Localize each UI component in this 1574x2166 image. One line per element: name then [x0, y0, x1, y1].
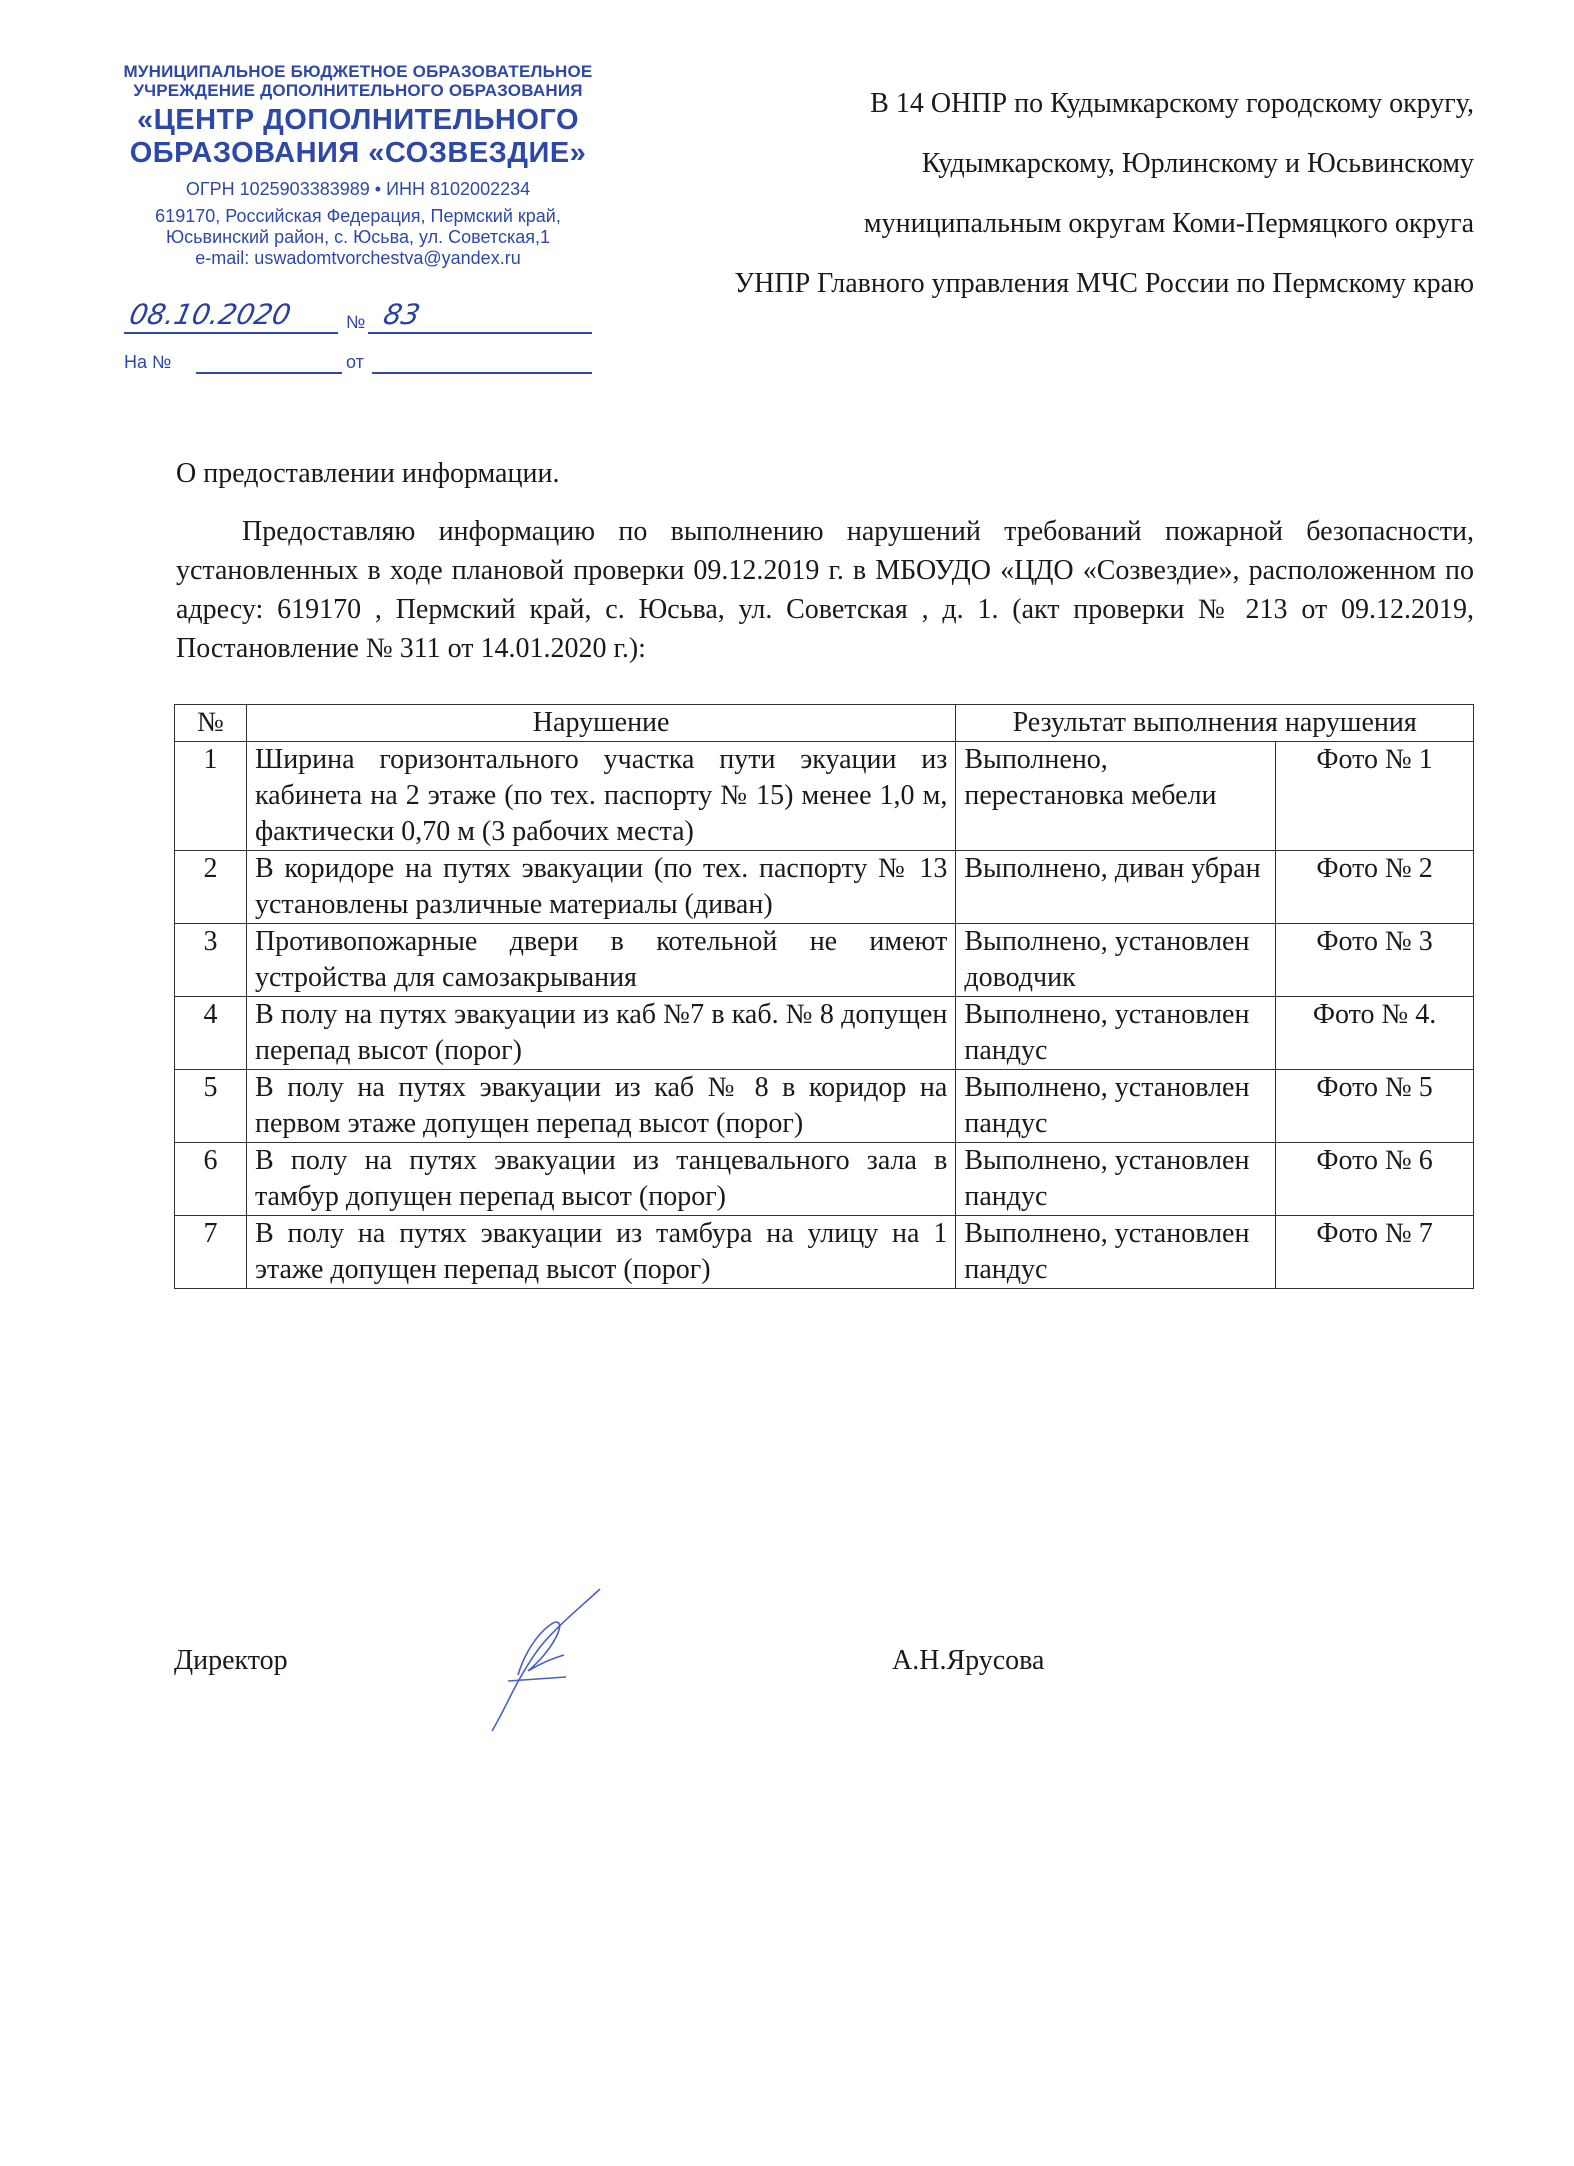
signatory-title: Директор [174, 1645, 288, 1676]
table-row [175, 1070, 1474, 1143]
row-number: 2 [175, 851, 247, 924]
violations-table [174, 704, 1474, 1289]
addressee-line-2: Кудымкарскому, Юрлинскому и Юсьвинскому [921, 148, 1474, 179]
table-row [175, 851, 1474, 924]
org-name-line-1: «ЦЕНТР ДОПОЛНИТЕЛЬНОГО [136, 104, 580, 136]
org-type-line-1: МУНИЦИПАЛЬНОЕ БЮДЖЕТНОЕ ОБРАЗОВАТЕЛЬНОЕ [123, 62, 593, 81]
org-name-line-2: ОБРАЗОВАНИЯ «СОЗВЕЗДИЕ» [129, 137, 587, 169]
org-address-line-2: Юсьвинский район, с. Юсьва, ул. Советская,1 [165, 227, 551, 247]
reply-label: На № [124, 352, 172, 372]
signatory-name: А.Н.Ярусова [892, 1645, 1045, 1676]
photo-reference: Фото № 4. [1276, 997, 1474, 1070]
photo-reference: Фото № 3 [1276, 924, 1474, 997]
row-number: 1 [175, 742, 247, 851]
org-type-line-2: УЧРЕЖДЕНИЕ ДОПОЛНИТЕЛЬНОГО ОБРАЗОВАНИЯ [133, 81, 583, 100]
table-row [175, 997, 1474, 1070]
table-row [175, 924, 1474, 997]
result-text: Выполнено, диван убран [956, 851, 1276, 924]
reply-underline [196, 372, 342, 374]
result-text: Выполнено, установлен пандус [956, 1070, 1276, 1143]
result-text: Выполнено, установлен пандус [956, 1143, 1276, 1216]
violation-text: В полу на путях эвакуации из танцевального зала в тамбур допущен перепад высот (порог) [246, 1143, 955, 1216]
violation-text: В полу на путях эвакуации из каб № 8 в коридор на первом этаже допущен перепад высот (порог) [246, 1070, 955, 1143]
photo-reference: Фото № 5 [1276, 1070, 1474, 1143]
row-number: 6 [175, 1143, 247, 1216]
photo-reference: Фото № 1 [1276, 742, 1474, 851]
addressee-line-4: УНПР Главного управления МЧС России по Пермскому краю [734, 268, 1474, 299]
violation-text: Противопожарные двери в котельной не имеют устройства для самозакрывания [246, 924, 955, 997]
result-text: Выполнено, установлен пандус [956, 1216, 1276, 1289]
table-header-row [175, 705, 1474, 742]
intro-paragraph: Предоставляю информацию по выполнению нарушений требований пожарной безопасности, установленных в ходе плановой проверки 09.12.2019 г. в МБОУДО «ЦДО «Созвездие», расположенном по адресу: 619170 , Пермский край, с. Юсьва, ул. Советская , д. 1. (акт проверки № 213 от 09.12.2019, Постановление № 311 от 14.01.2020 г.): [176, 516, 1474, 664]
table-row [175, 1143, 1474, 1216]
result-text: Выполнено, перестановка мебели [956, 742, 1276, 851]
addressee-line-1: В 14 ОНПР по Кудымкарскому городскому округу, [870, 88, 1474, 119]
outgoing-date: 08.10.2020 [126, 298, 294, 331]
violation-text: В полу на путях эвакуации из каб №7 в каб. № 8 допущен перепад высот (порог) [246, 997, 955, 1070]
from-underline [372, 372, 592, 374]
org-address-line-1: 619170, Российская Федерация, Пермский край, [155, 206, 561, 226]
org-email: e-mail: uswadomtvorchestva@yandex.ru [195, 248, 521, 268]
addressee-line-3: муниципальным округам Коми-Пермяцкого округа [863, 208, 1474, 239]
letter-subject: О предоставлении информации. [176, 458, 560, 489]
from-label: от [346, 352, 364, 372]
result-text: Выполнено, установлен доводчик [956, 924, 1276, 997]
row-number: 5 [175, 1070, 247, 1143]
row-number: 3 [175, 924, 247, 997]
photo-reference: Фото № 6 [1276, 1143, 1474, 1216]
violation-text: В коридоре на путях эвакуации (по тех. паспорту № 13 установлены различные материалы (диван) [246, 851, 955, 924]
table-body [175, 742, 1474, 1289]
header-num: № [175, 705, 247, 742]
handwritten-signature [488, 1585, 608, 1735]
outgoing-number: 83 [380, 298, 424, 331]
table-row [175, 742, 1474, 851]
violation-text: Ширина горизонтального участка пути экуации из кабинета на 2 этаже (по тех. паспорту № 15) менее 1,0 м, фактически 0,70 м (3 рабочих места) [246, 742, 955, 851]
header-result: Результат выполнения нарушения [956, 705, 1474, 742]
violation-text: В полу на путях эвакуации из тамбура на улицу на 1 этаже допущен перепад высот (порог) [246, 1216, 955, 1289]
addressee-block [514, 74, 1474, 314]
row-number: 7 [175, 1216, 247, 1289]
header-violation: Нарушение [246, 705, 955, 742]
photo-reference: Фото № 7 [1276, 1216, 1474, 1289]
date-underline [124, 332, 338, 334]
ogrn-inn: ОГРН 1025903383989 • ИНН 8102002234 [185, 179, 531, 199]
result-text: Выполнено, установлен пандус [956, 997, 1276, 1070]
number-underline [368, 332, 592, 334]
table-row [175, 1216, 1474, 1289]
row-number: 4 [175, 997, 247, 1070]
number-label: № [346, 312, 366, 332]
photo-reference: Фото № 2 [1276, 851, 1474, 924]
